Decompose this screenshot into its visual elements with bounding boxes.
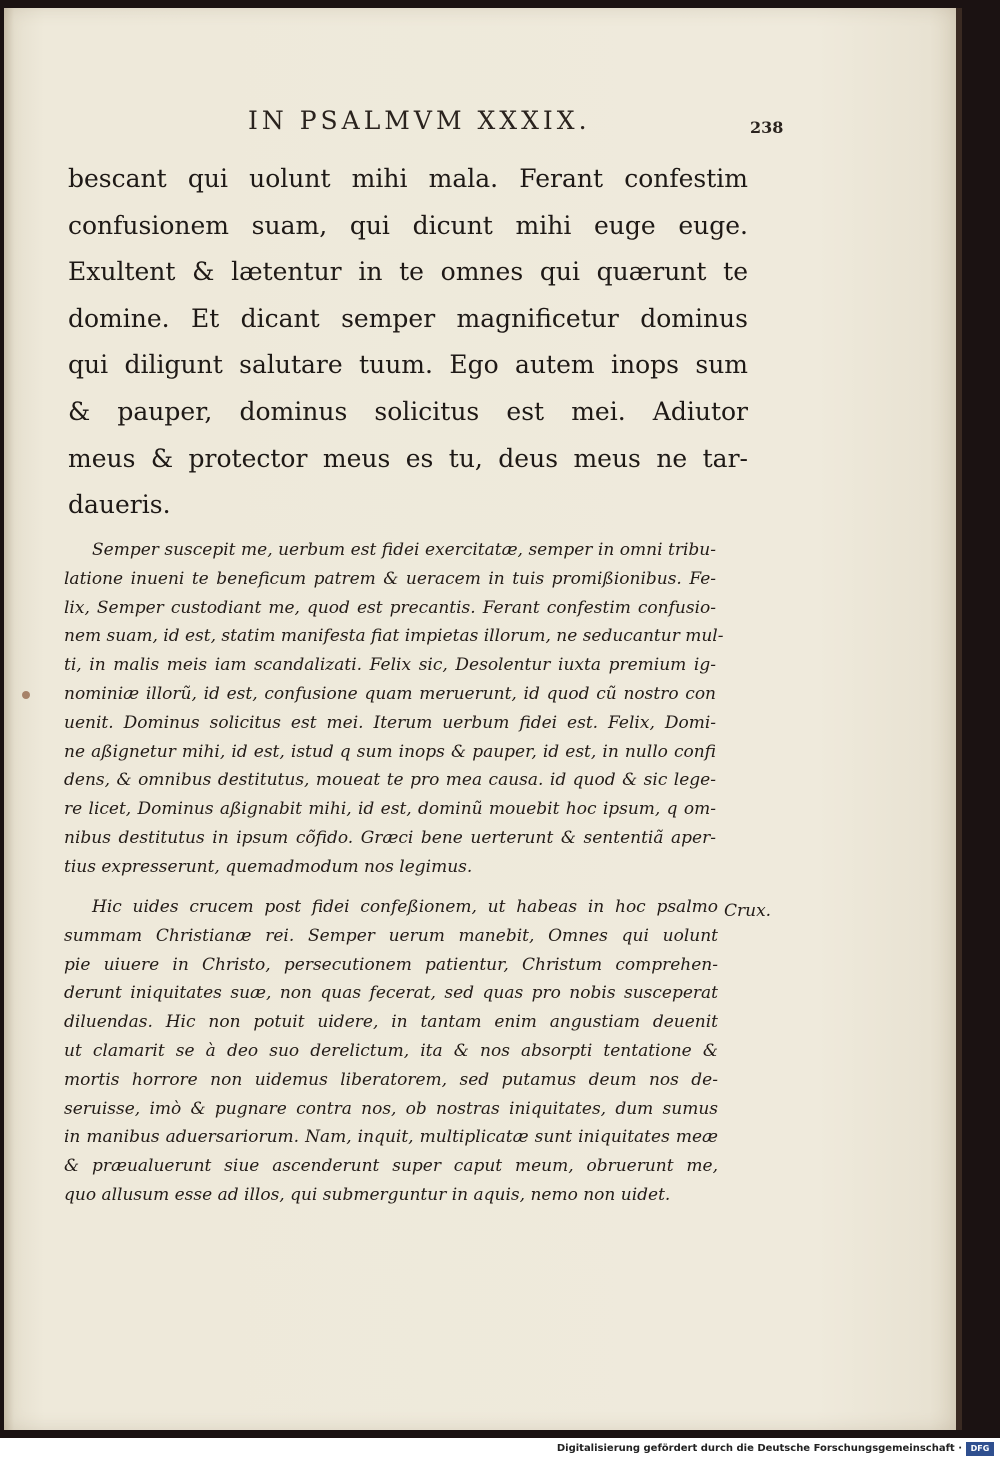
commentary-line: uenit. Dominus solicitus est mei. Iterum uerbum fidei est. Felix, Domi- — [64, 712, 716, 733]
running-head-title: IN PSALMVM XXXIX. — [248, 106, 591, 135]
psalm-line: qui diligunt salutare tuum. Ego autem inops sum — [68, 350, 748, 380]
commentary-paragraph-2 — [64, 893, 718, 1210]
ink-mark — [22, 691, 30, 699]
commentary-line: ne aßignetur mihi, id est, istud q sum inops & pauper, id est, in nullo confi — [64, 741, 716, 762]
dfg-logo: DFG — [966, 1442, 994, 1456]
psalm-line: Exultent & lætentur in te omnes qui quærunt te — [68, 257, 748, 287]
psalm-text-block — [68, 156, 748, 529]
commentary-line: lix, Semper custodiant me, quod est precantis. Ferant confestim confusio- — [64, 597, 716, 618]
commentary-line: derunt iniquitates suæ, non quas fecerat, sed quas pro nobis susceperat — [64, 983, 718, 1004]
psalm-line: & pauper, dominus solicitus est mei. Adiutor — [68, 396, 748, 426]
commentary-line: seruisse, imò & pugnare contra nos, ob nostras iniquitates, dum sumus — [64, 1098, 718, 1119]
psalm-line: daueris. — [68, 490, 171, 520]
commentary-line: in manibus aduersariorum. Nam, inquit, multiplicatæ sunt iniquitates meæ — [64, 1127, 718, 1148]
commentary-line: Hic uides crucem post fidei confeßionem, ut habeas in hoc psalmo — [92, 897, 718, 917]
psalm-line: domine. Et dicant semper magnificetur dominus — [68, 303, 748, 333]
commentary-line: tius expresserunt, quemadmodum nos legimus. — [64, 856, 473, 877]
commentary-line: & præualuerunt siue ascenderunt super caput meum, obruerunt me, — [64, 1156, 718, 1177]
marginal-note: Crux. — [724, 901, 772, 921]
commentary-line: ut clamarit se à deo suo derelictum, ita & nos absorpti tentatione & — [64, 1040, 718, 1061]
commentary-line: summam Christianæ rei. Semper uerum manebit, Omnes qui uolunt — [64, 925, 718, 946]
commentary-line: re licet, Dominus aßignabit mihi, id est, dominũ mouebit hoc ipsum, q om- — [64, 799, 716, 820]
commentary-line: nominiæ illorũ, id est, confusione quam meruerunt, id quod cũ nostro con — [64, 683, 716, 704]
psalm-line: meus & protector meus es tu, deus meus ne tar- — [68, 443, 748, 473]
commentary-line: nem suam, id est, statim manifesta fiat impietas illorum, ne seducantur mul- — [64, 626, 724, 647]
psalm-line: confusionem suam, qui dicunt mihi euge euge. — [68, 210, 748, 240]
footer-bar — [0, 1438, 1000, 1462]
commentary-line: dens, & omnibus destitutus, moueat te pro mea causa. id quod & sic lege- — [64, 770, 716, 791]
commentary-line: mortis horrore non uidemus liberatorem, sed putamus deum nos de- — [64, 1069, 718, 1090]
commentary-paragraph-1 — [64, 536, 724, 882]
page-number: 238 — [750, 118, 784, 137]
commentary-line: nibus destitutus in ipsum cõfido. Græci bene uerterunt & sententiã aper- — [64, 827, 716, 848]
page-edge — [956, 8, 962, 1430]
psalm-line: bescant qui uolunt mihi mala. Ferant confestim — [68, 164, 748, 193]
commentary-line: pie uiuere in Christo, persecutionem patientur, Christum comprehen- — [64, 954, 718, 975]
book-page — [4, 8, 958, 1430]
commentary-line: quo allusum esse ad illos, qui submerguntur in aquis, nemo non uidet. — [64, 1184, 671, 1205]
commentary-line: ti, in malis meis iam scandalizati. Felix sic, Desolentur iuxta premium ig- — [64, 655, 716, 676]
commentary-line: diluendas. Hic non potuit uidere, in tantam enim angustiam deuenit — [64, 1012, 718, 1033]
commentary-line: Semper suscepit me, uerbum est fidei exercitatæ, semper in omni tribu- — [92, 540, 716, 560]
commentary-line: latione inueni te beneficum patrem & ueracem in tuis promißionibus. Fe- — [64, 568, 716, 589]
funding-credit: Digitalisierung gefördert durch die Deutsche Forschungsgemeinschaft · — [556, 1443, 962, 1454]
